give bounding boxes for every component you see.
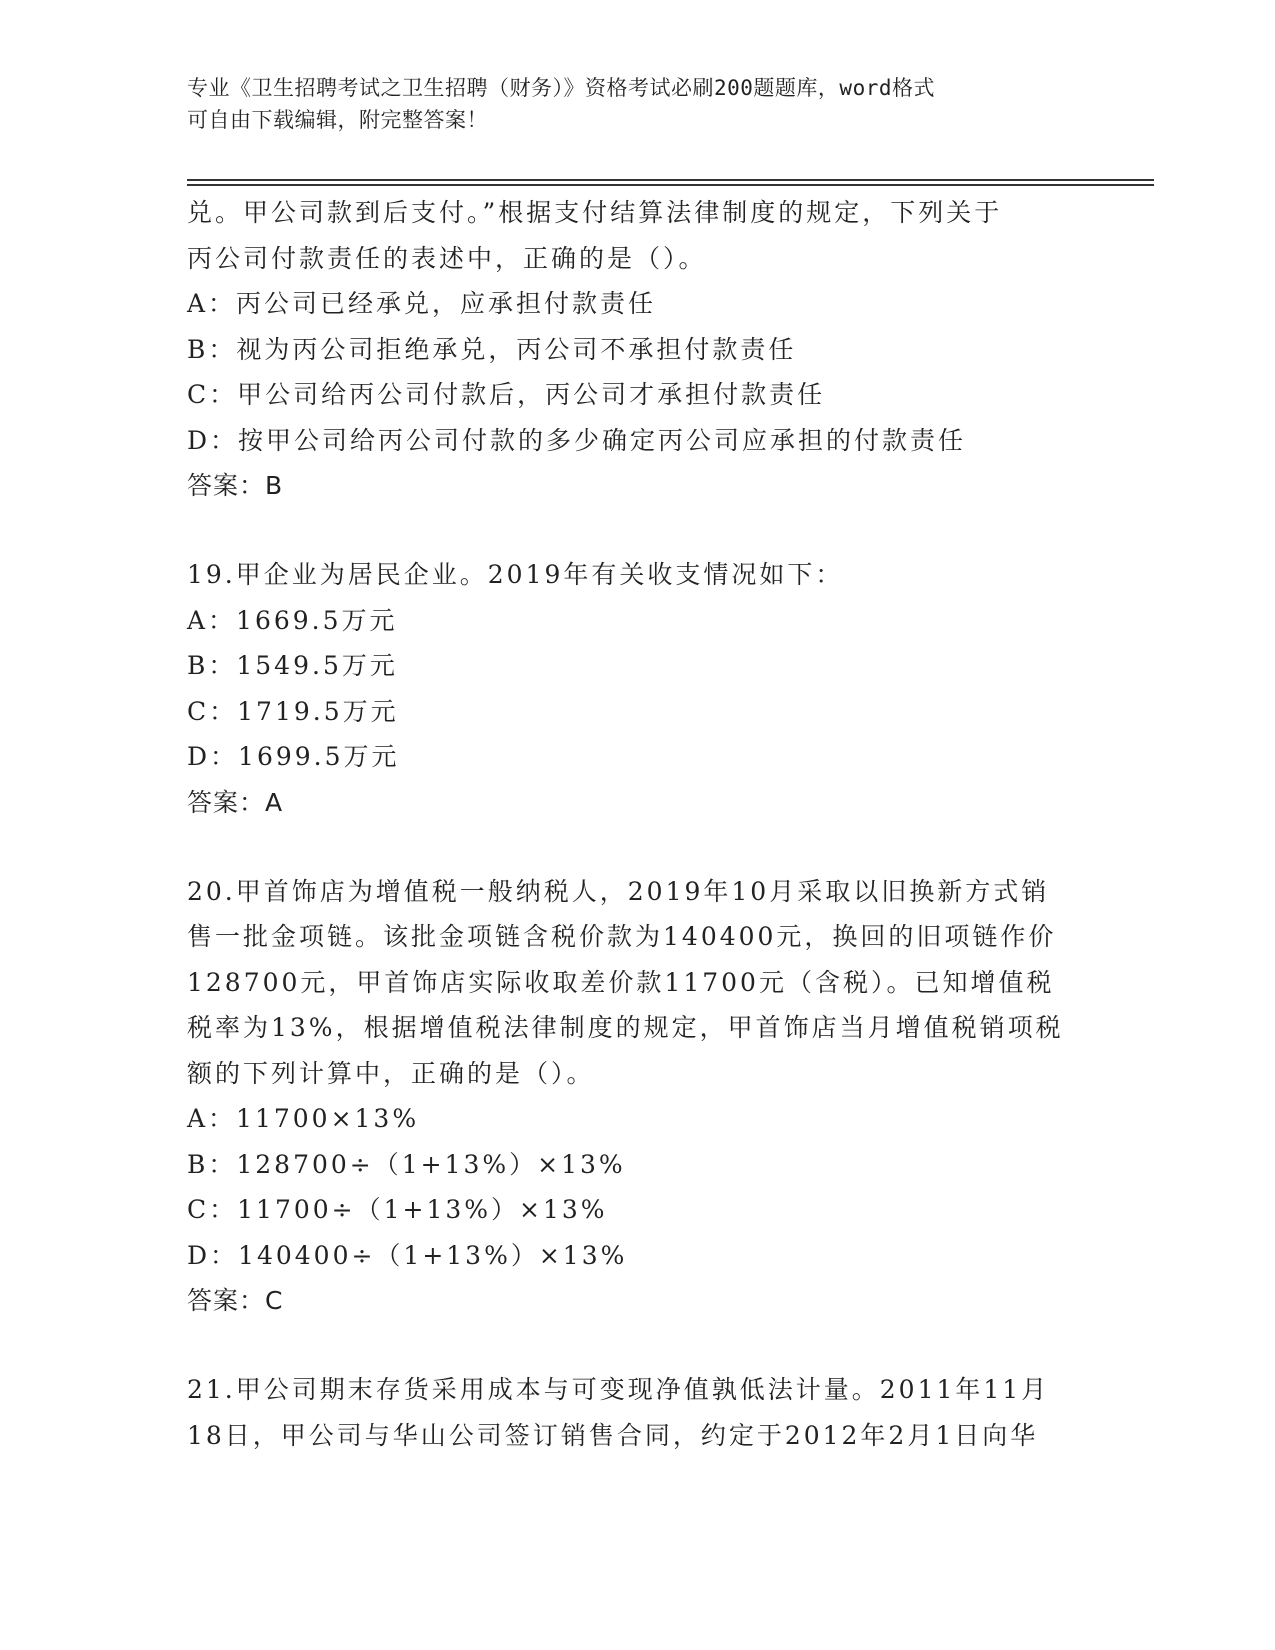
spacer	[187, 826, 1087, 869]
answer-line: 答案：A	[187, 787, 284, 817]
option-c: C：11700÷（1+13%）×13%	[187, 1195, 608, 1224]
answer-line: 答案：C	[187, 1286, 284, 1315]
header-divider-bottom	[187, 184, 1154, 186]
option-b: B：128700÷（1+13%）×13%	[187, 1149, 626, 1179]
option-d: D：140400÷（1+13%）×13%	[187, 1240, 628, 1270]
spacer	[187, 1324, 1087, 1367]
spacer	[187, 509, 1087, 552]
header-divider-top	[187, 179, 1154, 181]
question-19	[187, 552, 1087, 826]
question-stem-line: 128700元，甲首饰店实际收取差价款11700元（含税）。已知增值税	[187, 967, 1055, 997]
option-d: D：1699.5万元	[187, 742, 400, 771]
document-body	[187, 190, 1087, 1458]
option-b: B：视为丙公司拒绝承兑，丙公司不承担付款责任	[187, 334, 797, 364]
question-stem-line: 丙公司付款责任的表述中，正确的是（）。	[187, 243, 707, 273]
document-header	[187, 72, 1067, 136]
question-18	[187, 190, 1087, 509]
question-stem-line: 税率为13%，根据增值税法律制度的规定，甲首饰店当月增值税销项税	[187, 1013, 1064, 1042]
question-stem-line: 18日，甲公司与华山公司签订销售合同，约定于2012年2月1日向华	[187, 1420, 1039, 1450]
question-stem-line: 19.甲企业为居民企业。2019年有关收支情况如下：	[187, 560, 844, 589]
question-stem-line: 额的下列计算中，正确的是（）。	[187, 1058, 595, 1088]
question-20	[187, 869, 1087, 1325]
question-stem-line: 兑。甲公司款到后支付。”根据支付结算法律制度的规定，下列关于	[187, 198, 1003, 227]
question-stem-line: 售一批金项链。该批金项链含税价款为140400元，换回的旧项链作价	[187, 922, 1057, 951]
option-d: D：按甲公司给丙公司付款的多少确定丙公司应承担的付款责任	[187, 425, 967, 455]
question-stem-line: 20.甲首饰店为增值税一般纳税人，2019年10月采取以旧换新方式销	[187, 876, 1050, 906]
header-title-line-2: 可自由下载编辑，附完整答案！	[187, 108, 488, 132]
question-21	[187, 1367, 1087, 1458]
question-stem-line: 21.甲公司期末存货采用成本与可变现净值孰低法计量。2011年11月	[187, 1375, 1050, 1404]
option-c: C：1719.5万元	[187, 696, 399, 726]
answer-line: 答案：B	[187, 471, 284, 500]
option-c: C：甲公司给丙公司付款后，丙公司才承担付款责任	[187, 380, 826, 409]
option-a: A：11700×13%	[187, 1104, 420, 1133]
option-a: A：1669.5万元	[187, 605, 398, 635]
header-title-line-1: 专业《卫生招聘考试之卫生招聘（财务）》资格考试必刷200题题库，word格式	[187, 76, 935, 100]
option-a: A：丙公司已经承兑，应承担付款责任	[187, 289, 657, 318]
option-b: B：1549.5万元	[187, 651, 398, 680]
